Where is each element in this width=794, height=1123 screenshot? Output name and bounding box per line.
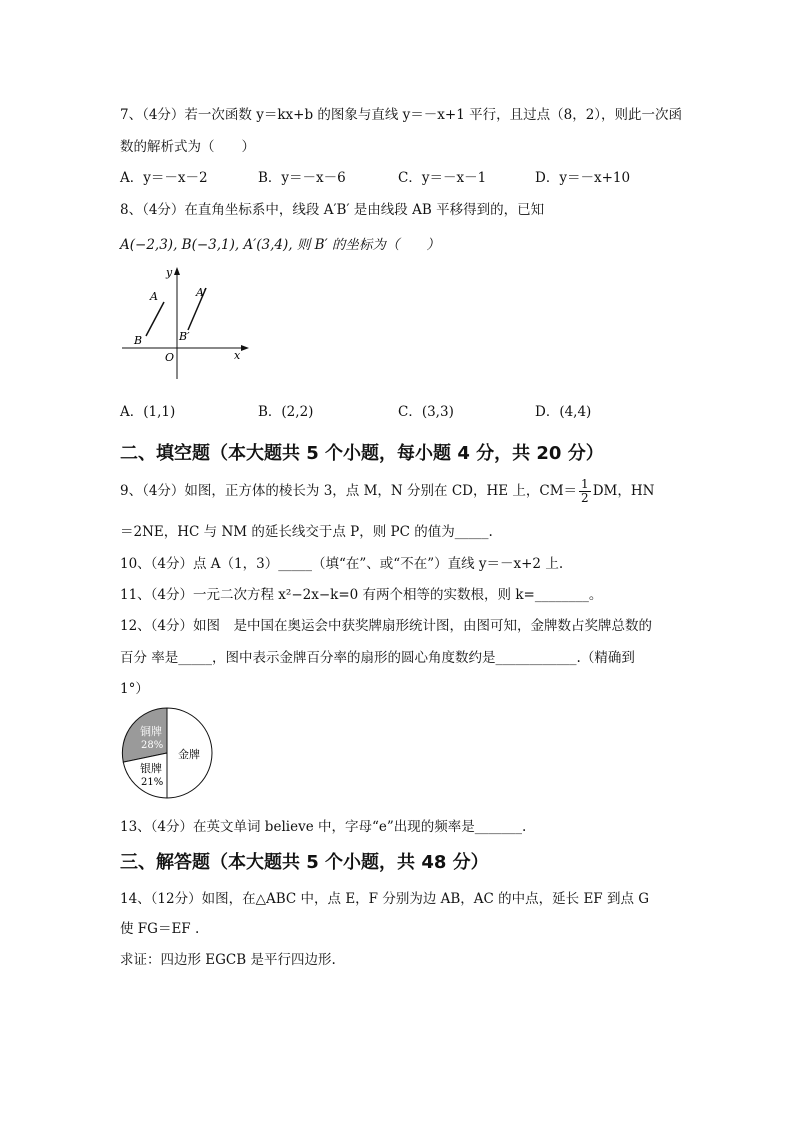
pie-label-bronze: 铜牌 — [140, 725, 162, 738]
point-a-label: A — [150, 290, 158, 303]
origin-label: O — [165, 351, 175, 364]
q9-fraction-numerator: 1 — [581, 477, 589, 491]
section-solve-title: 三、解答题（本大题共 5 个小题，共 48 分） — [120, 852, 489, 873]
q8-line1: 8、（4分）在直角坐标系中，线段 A′B′ 是由线段 AB 平移得到的，已知 — [120, 202, 545, 218]
q10-text: 10、（4分）点 A（1，3）_____（填“在”、或“不在”）直线 y＝－x+2 上. — [120, 556, 564, 572]
pie-label-bronze-pct: 28% — [141, 740, 164, 751]
q9-line1-pre: 9、（4分）如图，正方体的棱长为 3，点 M，N 分别在 CD，HE 上，CM＝ — [120, 483, 578, 499]
q13-text: 13、（4分）在英文单词 believe 中，字母“e”出现的频率是_______. — [120, 819, 527, 835]
pie-label-silver-pct: 21% — [141, 777, 164, 788]
q9-fraction-denominator: 2 — [581, 491, 589, 505]
q8-option-c: C．(3,3) — [398, 404, 454, 420]
q8-options — [120, 400, 680, 420]
q7-line2: 数的解析式为（ ） — [120, 139, 255, 155]
q7-option-d: D．y＝－x+10 — [535, 170, 631, 186]
q8-option-d: D．(4,4) — [535, 404, 592, 420]
y-axis-arrow — [174, 267, 180, 275]
segment-ab — [146, 302, 164, 336]
q7-option-b: B．y＝－x－6 — [258, 170, 346, 186]
point-b-prime-label: B′ — [179, 330, 190, 343]
q14-line2: 使 FG＝EF . — [120, 921, 200, 937]
q8-option-b: B．(2,2) — [258, 404, 314, 420]
q9-line2: ＝2NE，HC 与 NM 的延长线交于点 P，则 PC 的值为_____. — [120, 524, 493, 540]
medal-pie-chart — [120, 704, 220, 800]
q7-line1: 7、（4分）若一次函数 y＝kx+b 的图象与直线 y＝－x+1 平行，且过点（8，2），则此一次函 — [120, 107, 683, 123]
q9-line1-post: DM，HN — [592, 483, 655, 499]
q7-options — [120, 166, 680, 186]
x-axis-arrow — [241, 345, 249, 351]
y-axis-label: y — [166, 266, 173, 279]
section-fill-in-title: 二、填空题（本大题共 5 个小题，每小题 4 分，共 20 分） — [120, 443, 604, 464]
pie-label-silver: 银牌 — [140, 762, 162, 775]
point-a-prime-label: A′ — [196, 286, 207, 299]
point-b-label: B — [134, 334, 143, 347]
q8-line2: A(−2,3), B(−3,1), A′(3,4), 则 B′ 的坐标为（ ） — [120, 237, 440, 253]
q9-line1 — [120, 476, 654, 506]
q8-option-a: A．(1,1) — [120, 404, 176, 420]
q14-line1: 14、（12分）如图，在△ABC 中，点 E，F 分别为边 AB，AC 的中点，延长 EF 到点 G — [120, 891, 650, 907]
q8-coordinate-figure — [120, 262, 255, 382]
q7-option-a: A．y＝－x－2 — [120, 170, 208, 186]
q7-option-c: C．y＝－x－1 — [398, 170, 487, 186]
pie-label-gold: 金牌 — [178, 748, 200, 761]
q12-line3: 1°） — [120, 681, 149, 697]
q12-line2: 百分 率是_____，图中表示金牌百分率的扇形的圆心角度数约是____________.（精确到 — [120, 650, 635, 666]
x-axis-label: x — [234, 349, 241, 362]
q9-fraction — [579, 478, 591, 505]
q11-text: 11、（4分）一元二次方程 x²−2x−k=0 有两个相等的实数根，则 k=________。 — [120, 587, 603, 603]
q14-line3: 求证：四边形 EGCB 是平行四边形. — [120, 952, 336, 968]
q12-line1: 12、（4分）如图 是中国在奥运会中获奖牌扇形统计图，由图可知，金牌数占奖牌总数的 — [120, 618, 653, 634]
